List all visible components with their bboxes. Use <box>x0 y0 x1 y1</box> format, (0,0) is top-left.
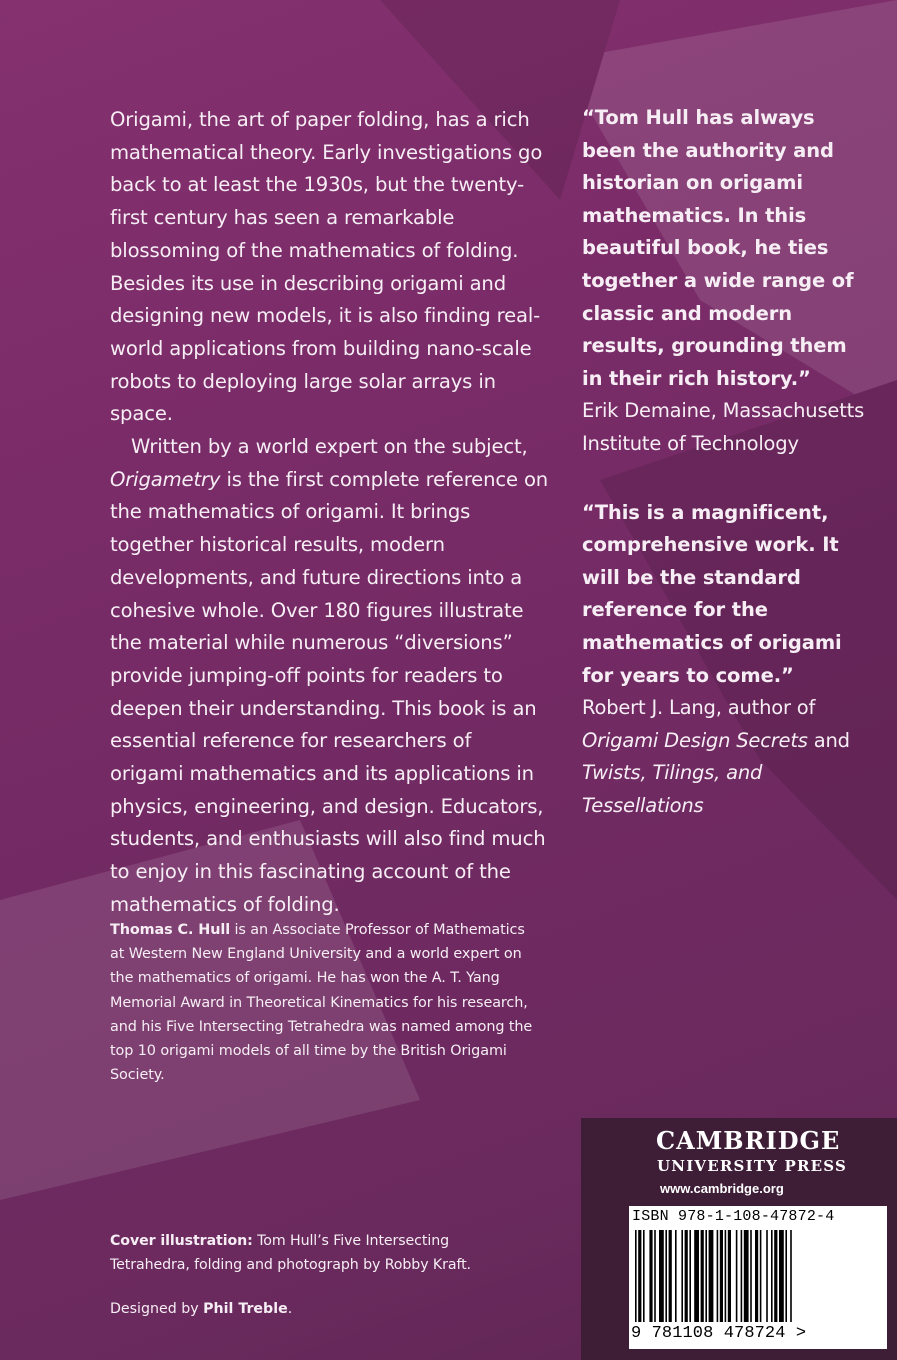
author-bio-text: is an Associate Professor of Mathematics at Western New England University and a world expert on the mathematics of origami. He has won the A. T. Yang Memorial Award in Theoretical Kinematics for his research, and his Five Intersecting Tetrahedra was named among the top 10 origami models of all time by the British Origami Society. <box>110 922 533 1084</box>
description-paragraph-2-lead: Written by a world expert on the subject, <box>131 435 528 459</box>
barcode-bar <box>741 1230 743 1322</box>
barcode-bar <box>643 1230 645 1322</box>
designer-credit <box>110 1298 292 1321</box>
description-paragraph-2 <box>110 431 550 922</box>
designed-by-label: Designed by <box>110 1301 199 1317</box>
barcode-bar <box>705 1230 707 1322</box>
cover-illustration-label: Cover illustration: <box>110 1233 253 1249</box>
cover-illustration-text: Tom Hull’s Five Intersecting Tetrahedra, folding and photograph by Robby Kraft. <box>110 1233 471 1273</box>
barcode-bar <box>790 1230 792 1322</box>
publisher-logo-name: CAMBRIDGE <box>656 1126 841 1155</box>
barcode-bar <box>659 1230 664 1322</box>
barcode-bar <box>701 1230 704 1322</box>
barcode-bar <box>736 1230 738 1322</box>
endorsement-2-book-2: Twists, Tilings, and Tessellations <box>582 761 763 817</box>
endorsements <box>582 102 872 822</box>
barcode-bar <box>766 1230 768 1322</box>
cover-credits <box>110 1230 510 1277</box>
endorsement-2 <box>582 497 872 823</box>
endorsement-1-quote: “Tom Hull has always been the authority and historian on origami mathematics. In this beautiful book, he ties together a wide range of classic and modern results, grounding them in their rich history.” <box>582 106 854 390</box>
publisher-panel <box>581 1118 897 1360</box>
cover-illustration-credit <box>110 1230 510 1277</box>
barcode-bar <box>694 1230 699 1322</box>
endorsement-2-attribution-lead: Robert J. Lang, author of <box>582 696 816 720</box>
barcode-bar <box>720 1230 723 1322</box>
barcode <box>629 1206 887 1349</box>
isbn-label: ISBN 978-1-108-47872-4 <box>632 1208 835 1225</box>
barcode-bar <box>771 1230 773 1322</box>
endorsement-1-attribution: Erik Demaine, Massachusetts Institute of Technology <box>582 399 865 455</box>
endorsement-2-book-1: Origami Design Secrets <box>582 728 808 752</box>
barcode-bar <box>760 1230 762 1322</box>
publisher-logo-subtitle: UNIVERSITY PRESS <box>657 1157 848 1175</box>
endorsement-2-quote: “This is a magnificent, comprehensive work. It will be the standard reference for the mathematics of origami for years to come.” <box>582 500 842 687</box>
barcode-bar <box>725 1230 727 1322</box>
barcode-digits: 9 781108 478724 > <box>631 1324 807 1343</box>
barcode-bar <box>635 1230 637 1322</box>
barcode-bar <box>689 1230 691 1322</box>
barcode-bar <box>717 1230 719 1322</box>
barcode-bar <box>785 1230 787 1322</box>
barcode-bar <box>665 1230 667 1322</box>
barcode-bar <box>774 1230 777 1322</box>
barcode-bar <box>755 1230 758 1322</box>
designer-name: Phil Treble <box>203 1301 288 1317</box>
book-description <box>110 104 550 922</box>
endorsement-2-attribution <box>582 692 872 822</box>
barcode-bar <box>649 1230 652 1322</box>
author-name: Thomas C. Hull <box>110 922 231 938</box>
endorsement-1 <box>582 102 872 461</box>
barcode-bar <box>709 1230 714 1322</box>
barcode-bar <box>728 1230 731 1322</box>
barcode-bar <box>654 1230 656 1322</box>
barcode-bar <box>744 1230 749 1322</box>
endorsement-2-and: and <box>813 728 850 752</box>
publisher-url: www.cambridge.org <box>660 1181 784 1196</box>
barcode-bar <box>685 1230 688 1322</box>
barcode-bar <box>681 1230 683 1322</box>
description-paragraph-2-rest: is the first complete reference on the mathematics of origami. It brings together historical results, modern developments, and future directions into a cohesive whole. Over 180 figures illustrate the material while numerous “diversions” provide jumping-off points for readers to deepen their understanding. This book is an essential reference for researchers of origami mathematics and its applications in physics, engineering, and design. Educators, students, and enthusiasts will also find much to enjoy in this fascinating account of the mathematics of folding. <box>110 467 549 916</box>
designed-by-period: . <box>287 1301 293 1317</box>
barcode-bar <box>750 1230 752 1322</box>
barcode-bar <box>779 1230 784 1322</box>
barcode-bar <box>638 1230 641 1322</box>
barcode-bar <box>675 1230 677 1322</box>
barcode-bar <box>669 1230 672 1322</box>
barcode-bars-graphic <box>635 1230 881 1322</box>
book-title: Origametry <box>110 467 221 491</box>
author-bio <box>110 918 540 1087</box>
description-paragraph-1: Origami, the art of paper folding, has a rich mathematical theory. Early investigations go back to at least the 1930s, but the twenty-first century has seen a remarkable blossoming of the mathematics of folding. Besides its use in describing origami and designing new models, it is also finding real-world applications from building nano-scale robots to deploying large solar arrays in space. <box>110 108 543 426</box>
